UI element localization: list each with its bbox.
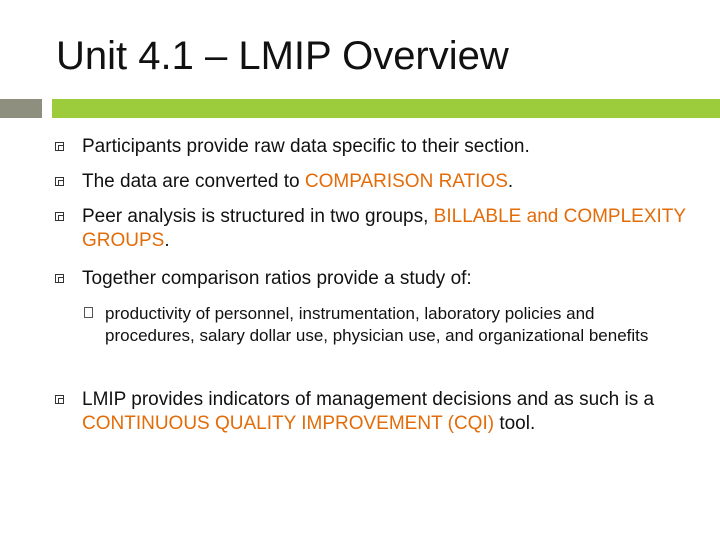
bullet-text: LMIP provides indicators of management decisions and as such is a — [82, 389, 655, 410]
bullet-item — [82, 205, 692, 253]
bullet-text: The data are converted to — [82, 171, 305, 192]
bullet-item — [82, 135, 692, 159]
square-bullet-icon — [55, 177, 64, 186]
highlight-text: COMPARISON RATIOS — [304, 171, 508, 192]
bullet-text: tool. — [494, 413, 536, 434]
square-bullet-icon — [55, 395, 64, 404]
bullet-item — [82, 170, 692, 194]
sub-bullet-item — [105, 303, 685, 347]
square-bullet-icon — [55, 212, 64, 221]
bullet-text: . — [164, 230, 170, 251]
sub-bullet-text: productivity of personnel, instrumentation, laboratory policies and procedures, salary dollar use, physician use, and organizational benefits — [105, 304, 649, 345]
bullet-text: . — [507, 171, 514, 192]
bullet-item — [82, 388, 692, 436]
bullet-item — [82, 267, 692, 291]
bullet-text: Together comparison ratios provide a study of: — [82, 268, 472, 289]
hollow-square-bullet-icon — [84, 307, 93, 318]
bullet-text: Participants provide raw data specific to their section. — [82, 136, 530, 157]
highlight-text: BILLABLE and COMPLEXITY GROUPS — [82, 206, 686, 251]
bullet-text: Peer analysis is structured in two groups, — [82, 206, 434, 227]
highlight-text: CONTINUOUS QUALITY IMPROVEMENT (CQI) — [82, 413, 495, 434]
square-bullet-icon — [55, 274, 64, 283]
square-bullet-icon — [55, 142, 64, 151]
slide-title: Unit 4.1 – LMIP Overview — [56, 34, 509, 78]
